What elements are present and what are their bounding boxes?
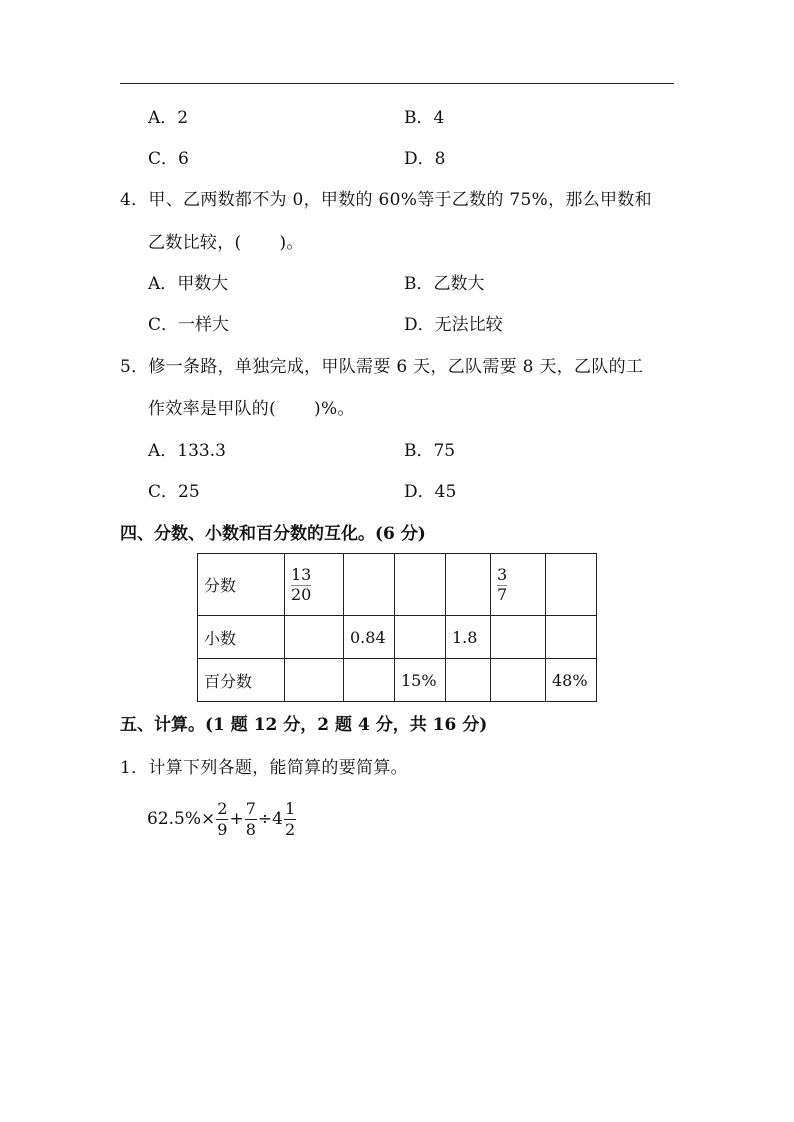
fraction-numerator: 2 — [217, 798, 228, 818]
cell-fraction-6[interactable] — [546, 554, 597, 616]
q3-option-c[interactable]: C．6 — [148, 149, 189, 169]
fraction-2-9 — [216, 800, 228, 839]
q5-option-d[interactable]: D．45 — [404, 482, 457, 502]
row-label-percent: 百分数 — [198, 659, 285, 702]
row-label-fraction: 分数 — [198, 554, 285, 616]
fraction-7-8 — [245, 800, 257, 839]
cell-decimal-5[interactable] — [491, 616, 546, 659]
cell-decimal-6[interactable] — [546, 616, 597, 659]
fraction-13-20 — [291, 566, 311, 604]
q5-option-a[interactable]: A．133.3 — [148, 441, 226, 461]
expression-lead: 62.5%× — [147, 809, 216, 829]
calc-expression — [147, 797, 297, 841]
fraction-denominator: 2 — [284, 819, 296, 839]
cell-decimal-1[interactable] — [285, 616, 344, 659]
q4-option-a[interactable]: A．甲数大 — [148, 274, 229, 294]
cell-fraction-4[interactable] — [446, 554, 491, 616]
fraction-denominator: 9 — [217, 819, 228, 839]
cell-decimal-4: 1.8 — [446, 616, 491, 659]
cell-percent-2[interactable] — [344, 659, 395, 702]
cell-percent-5[interactable] — [491, 659, 546, 702]
fraction-numerator: 13 — [291, 565, 312, 584]
section5-item1: 1．计算下列各题，能简算的要简算。 — [120, 758, 408, 778]
table-row-decimal — [198, 616, 597, 659]
fraction-numerator: 3 — [497, 565, 508, 584]
fraction-denominator: 8 — [245, 819, 256, 839]
q5-text-line2 — [148, 399, 355, 419]
cell-fraction-3[interactable] — [395, 554, 446, 616]
cell-decimal-3[interactable] — [395, 616, 446, 659]
fraction-1-2 — [284, 800, 296, 839]
cell-percent-6: 48% — [546, 659, 597, 702]
plus-sign: + — [229, 809, 244, 829]
q5-option-c[interactable]: C．25 — [148, 482, 200, 502]
fraction-denominator: 20 — [291, 585, 312, 604]
q4-text-line1: 4．甲、乙两数都不为 0，甲数的 60%等于乙数的 75%，那么甲数和 — [120, 190, 652, 210]
q4-option-b[interactable]: B．乙数大 — [404, 274, 485, 294]
fraction-numerator: 7 — [245, 798, 256, 818]
q4-option-c[interactable]: C．一样大 — [148, 315, 230, 335]
section4-heading: 四、分数、小数和百分数的互化。(6 分) — [120, 524, 426, 544]
conversion-table — [197, 553, 597, 702]
fraction-numerator: 1 — [284, 798, 296, 818]
cell-fraction-1 — [285, 554, 344, 616]
q4-text-line2 — [148, 233, 304, 253]
q5-text-line1: 5．修一条路，单独完成，甲队需要 6 天，乙队需要 8 天，乙队的工 — [120, 357, 644, 377]
q3-option-a[interactable]: A．2 — [148, 108, 189, 128]
fraction-denominator: 7 — [497, 585, 508, 604]
q4-line2-pre: 乙数比较，( — [148, 233, 242, 253]
cell-percent-3: 15% — [395, 659, 446, 702]
cell-fraction-2[interactable] — [344, 554, 395, 616]
q5-line2-post: )%。 — [314, 399, 355, 419]
section5-heading: 五、计算。(1 题 12 分，2 题 4 分，共 16 分) — [120, 715, 488, 735]
fraction-3-7 — [497, 566, 507, 604]
q3-option-b[interactable]: B．4 — [404, 108, 445, 128]
q5-line2-pre: 作效率是甲队的( — [148, 399, 277, 419]
table-row-percent — [198, 659, 597, 702]
cell-percent-4[interactable] — [446, 659, 491, 702]
table-row-fraction — [198, 554, 597, 616]
cell-fraction-5 — [491, 554, 546, 616]
cell-percent-1[interactable] — [285, 659, 344, 702]
q3-option-d[interactable]: D．8 — [404, 149, 446, 169]
row-label-decimal: 小数 — [198, 616, 285, 659]
header-rule — [120, 83, 674, 84]
q5-option-b[interactable]: B．75 — [404, 441, 456, 461]
cell-decimal-2: 0.84 — [344, 616, 395, 659]
q4-line2-post: )。 — [279, 233, 304, 253]
divide-term: ÷4 — [257, 809, 283, 829]
q4-option-d[interactable]: D．无法比较 — [404, 315, 503, 335]
